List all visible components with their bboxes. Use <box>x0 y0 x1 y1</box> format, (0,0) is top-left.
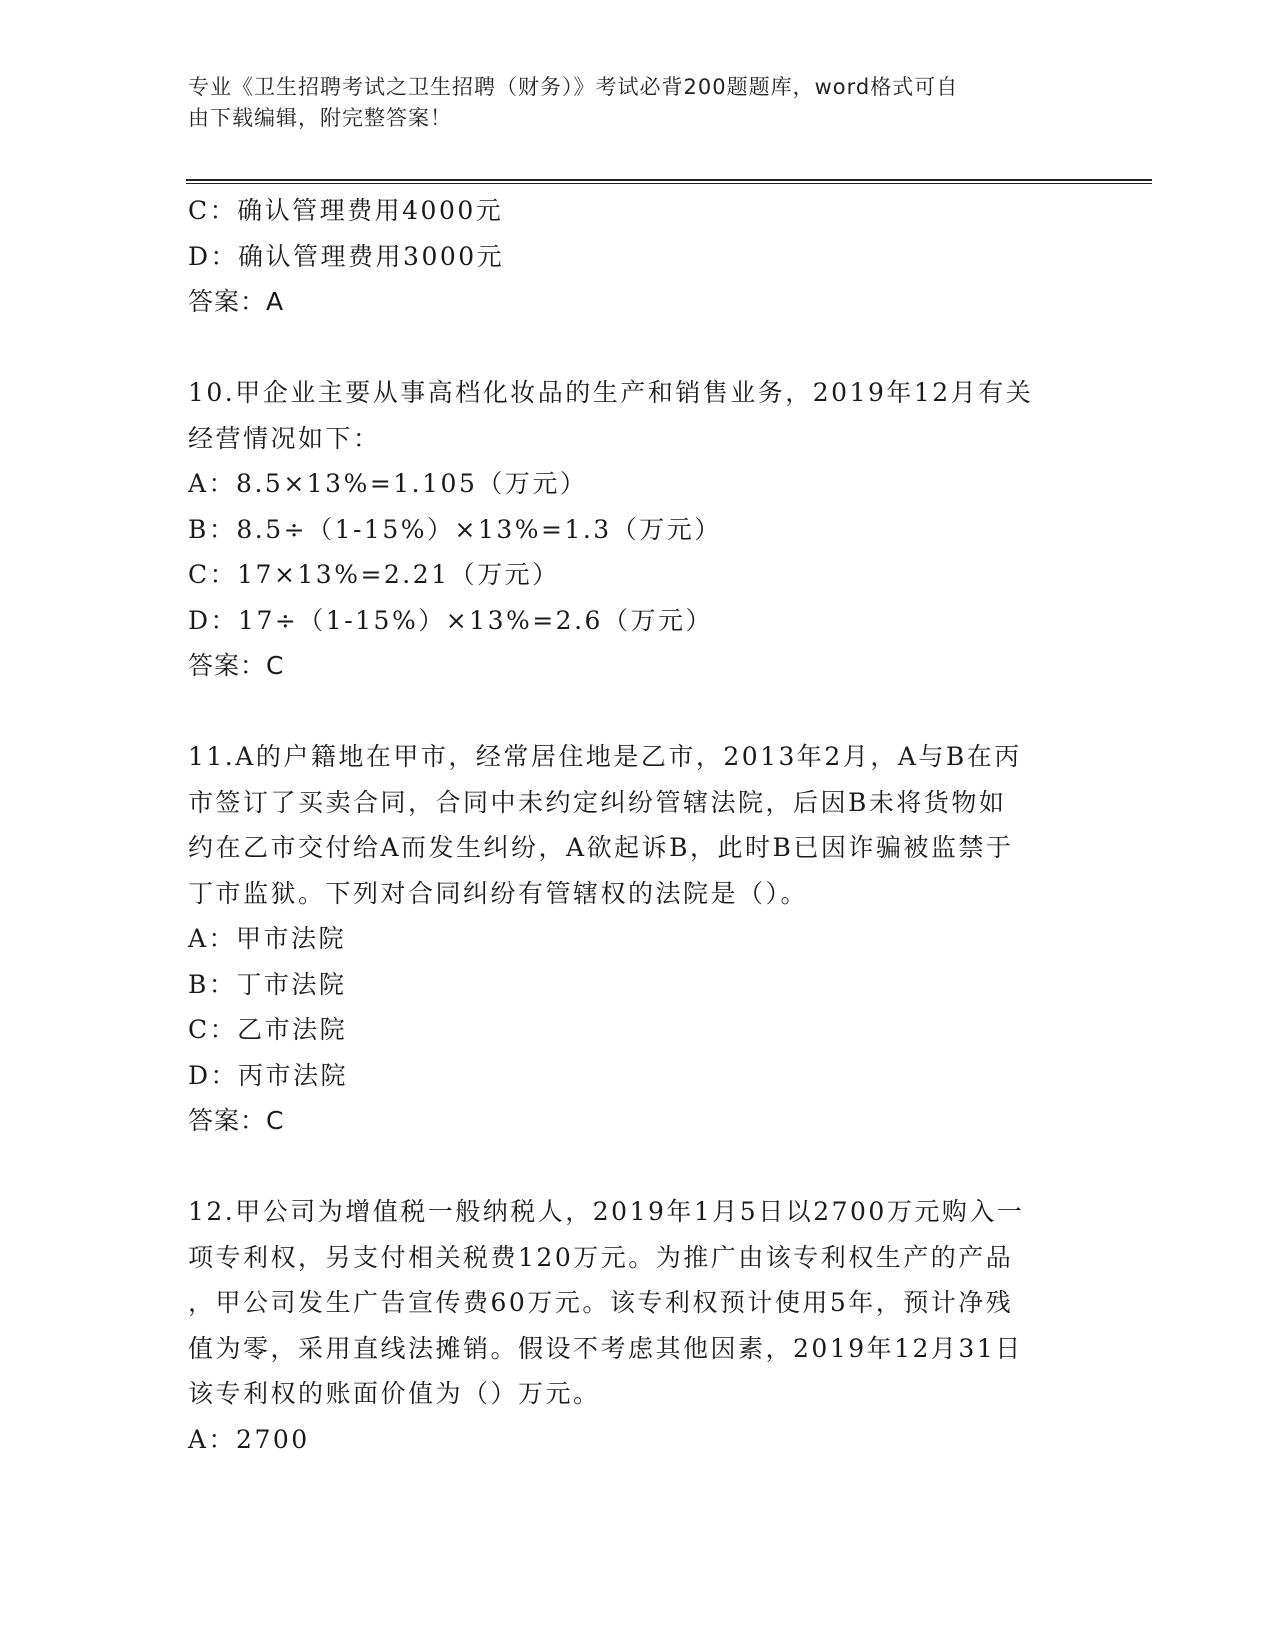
option-d: D：丙市法院 <box>188 1060 349 1090</box>
question-stem-line: 丁市监狱。下列对合同纠纷有管辖权的法院是（）。 <box>188 878 809 908</box>
answer: 答案：C <box>188 651 285 680</box>
question-stem-line: 约在乙市交付给A而发生纠纷，A欲起诉B，此时B已因诈骗被监禁于 <box>188 833 1014 862</box>
header-divider-thick <box>186 179 1152 181</box>
question-stem-line: 经营情况如下： <box>188 423 381 453</box>
question-list <box>188 188 1068 1462</box>
header-line-2: 由下载编辑，附完整答案！ <box>188 106 452 130</box>
option-a: A：甲市法院 <box>188 924 347 953</box>
previous-question-tail <box>188 188 1068 325</box>
question-stem-line: 11.A的户籍地在甲市，经常居住地是乙市，2013年2月，A与B在丙 <box>188 742 1022 771</box>
option-a: A：2700 <box>188 1424 310 1454</box>
option-c: C：17×13%=2.21（万元） <box>188 560 560 589</box>
option-b: B：8.5÷（1-15%）×13%=1.3（万元） <box>188 514 722 544</box>
header-divider-thin <box>186 183 1152 184</box>
spacer <box>188 689 1068 735</box>
question-12 <box>188 1189 1068 1462</box>
question-stem-line: 10.甲企业主要从事高档化妆品的生产和销售业务，2019年12月有关 <box>188 378 1034 407</box>
question-11 <box>188 734 1068 1144</box>
spacer <box>188 1144 1068 1190</box>
question-stem-line: 12.甲公司为增值税一般纳税人，2019年1月5日以2700万元购入一 <box>188 1197 1025 1226</box>
option-a: A：8.5×13%=1.105（万元） <box>188 469 588 498</box>
option-d: D：确认管理费用3000元 <box>188 241 505 271</box>
question-10 <box>188 370 1068 689</box>
header-line-1: 专业《卫生招聘考试之卫生招聘（财务）》考试必背200题题库，word格式可自 <box>188 75 959 99</box>
option-b: B：丁市法院 <box>188 969 347 999</box>
answer: 答案：A <box>188 287 285 316</box>
spacer <box>188 325 1068 371</box>
page-header <box>188 72 1068 134</box>
question-stem-line: 市签订了买卖合同，合同中未约定纠纷管辖法院，后因B未将货物如 <box>188 787 1007 817</box>
question-stem-line: 项专利权，另支付相关税费120万元。为推广由该专利权生产的产品 <box>188 1242 1014 1272</box>
option-c: C：确认管理费用4000元 <box>188 196 504 225</box>
option-c: C：乙市法院 <box>188 1015 348 1044</box>
answer: 答案：C <box>188 1106 285 1135</box>
question-stem-line: ，甲公司发生广告宣传费60万元。该专利权预计使用5年，预计净残 <box>188 1288 1014 1317</box>
option-d: D：17÷（1-15%）×13%=2.6（万元） <box>188 605 713 635</box>
question-stem-line: 值为零，采用直线法摊销。假设不考虑其他因素，2019年12月31日 <box>188 1333 1023 1363</box>
question-stem-line: 该专利权的账面价值为（）万元。 <box>188 1379 601 1408</box>
